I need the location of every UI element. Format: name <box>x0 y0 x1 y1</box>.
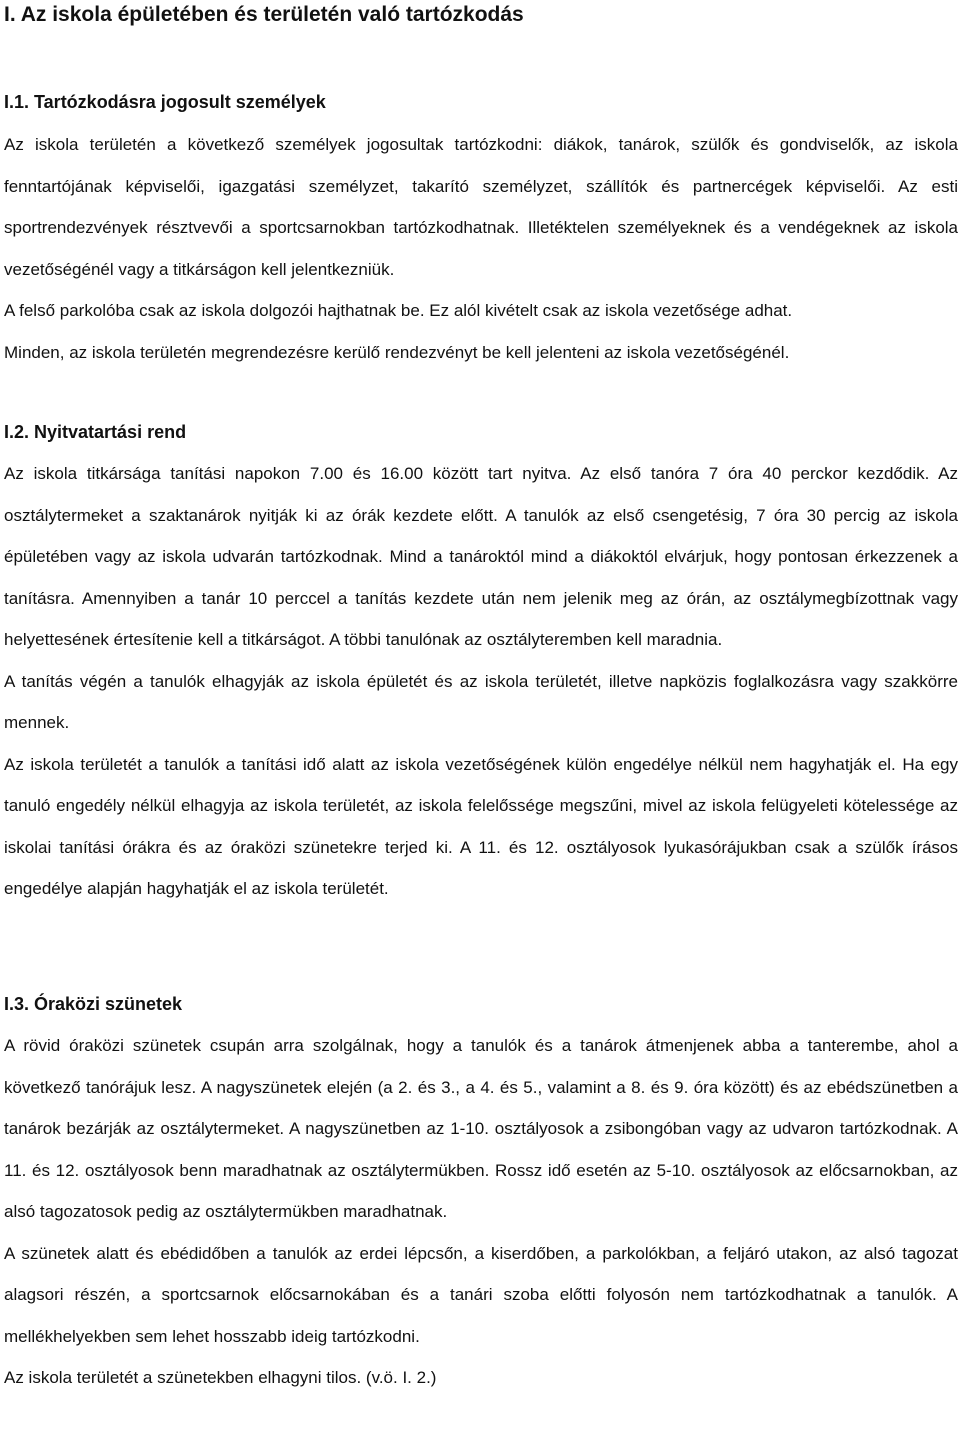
paragraph: A felső parkolóba csak az iskola dolgozói hajthatnak be. Ez alól kivételt csak az iskola vezetősége adhat. <box>4 301 793 320</box>
document-title: I. Az iskola épületében és területén való tartózkodás <box>4 3 524 26</box>
section-heading: I.1. Tartózkodásra jogosult személyek <box>4 92 326 112</box>
paragraph: Minden, az iskola területén megrendezésre kerülő rendezvényt be kell jelenteni az iskola vezetőségénél. <box>4 342 790 362</box>
paragraph: Az iskola területét a tanulók a tanítási idő alatt az iskola vezetőségének külön engedélye nélkül nem hagyhatják el. Ha egy tanuló engedély nélkül elhagyja az iskola területét, az iskola felelőssége megszűni, mivel az iskola felügyeleti kötelessége az iskolai tanítási órákra és az óraközi szünetekre terjed ki. A 11. és 12. osztályosok lyukasórájukban csak a szülők írásos engedélye alapján hagyhatják el az iskola területét. <box>4 754 958 898</box>
paragraph: A szünetek alatt és ebédidőben a tanulók az erdei lépcsőn, a kiserdőben, a parkolókban, a feljáró utakon, az alsó tagozat alagsori részén, a sportcsarnok előcsarnokában és a tanári szoba előtti folyosón nem tartózkodhatnak a tanulók. A mellékhelyekben sem lehet hosszabb ideig tartózkodni. <box>4 1243 958 1346</box>
section-orakozi-szunetek <box>4 990 958 1399</box>
paragraph: A tanítás végén a tanulók elhagyják az iskola épületét és az iskola területét, illetve napközis foglalkozásra vagy szakkörre mennek. <box>4 671 958 732</box>
section-heading: I.2. Nyitvatartási rend <box>4 422 187 442</box>
paragraph: Az iskola titkársága tanítási napokon 7.00 és 16.00 között tart nyitva. Az első tanóra 7 óra 40 perckor kezdődik. Az osztálytermeket a szaktanárok nyitják ki az órák kezdete előtt. A tanulók az első csengetésig, 7 óra 30 percig az iskola épületében vagy az iskola udvarán tartózkodnak. Mind a tanároktól mind a diákoktól elvárjuk, hogy pontosan érkezzenek a tanításra. Amennyiben a tanár 10 perccel a tanítás kezdete után nem jelenik meg az órán, az osztálymegbízottnak vagy helyettesének értesítenie kell a titkárságot. A többi tanulónak az osztályteremben kell maradnia. <box>4 464 958 649</box>
paragraph: Az iskola területén a következő személyek jogosultak tartózkodni: diákok, tanárok, szülők és gondviselők, az iskola fenntartójának képviselői, igazgatási személyzet, takarító személyzet, szállítók és partnercégek képviselői. Az esti sportrendezvények résztvevői a sportcsarnokban tartózkodhatnak. Illetéktelen személyeknek és a vendégeknek az iskola vezetőségénél vagy a titkárságon kell jelentkezniük. <box>4 135 958 279</box>
section-nyitvatartasi-rend <box>4 418 958 910</box>
paragraph: Az iskola területét a szünetekben elhagyni tilos. (v.ö. I. 2.) <box>4 1368 437 1387</box>
section-heading: I.3. Óraközi szünetek <box>4 994 183 1014</box>
paragraph: A rövid óraközi szünetek csupán arra szolgálnak, hogy a tanulók és a tanárok átmenjenek abba a tanterembe, ahol a következő tanórájuk lesz. A nagyszünetek elején (a 2. és 3., a 4. és 5., valamint a 8. és 9. óra között) és az ebédszünetben a tanárok bezárják az osztálytermeket. A nagyszünetben az 1-10. osztályosok a zsibongóban vagy az udvaron tartózkodnak. A 11. és 12. osztályosok benn maradhatnak az osztálytermükben. Rossz idő esetén az 5-10. osztályosok az előcsarnokban, az alsó tagozatosok pedig az osztálytermükben maradhatnak. <box>4 1036 958 1221</box>
section-tartozkodasra-jogosult <box>4 88 958 373</box>
